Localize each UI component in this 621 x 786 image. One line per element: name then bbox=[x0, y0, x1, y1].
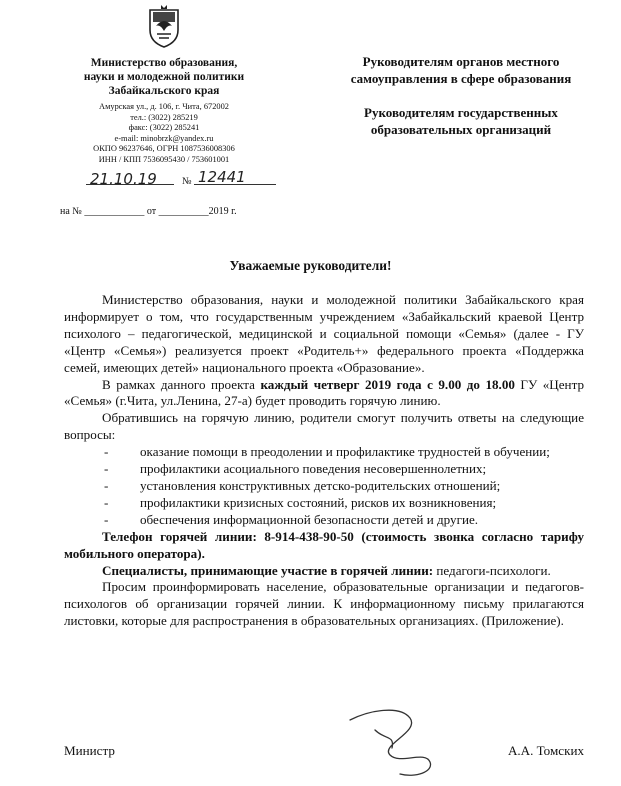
bullet-text: оказание помощи в преодолении и профилактике трудностей в обучении; bbox=[140, 444, 550, 460]
specialists-bold: Специалисты, принимающие участие в горячей линии: bbox=[102, 562, 434, 578]
specialists-rest: педагоги-психологи. bbox=[433, 562, 551, 578]
reference-from: от bbox=[146, 206, 157, 217]
reference-line bbox=[60, 206, 237, 217]
bullet-dash: - bbox=[104, 444, 109, 460]
registration-number: 12441 bbox=[198, 168, 246, 186]
ministry-name-line-3: Забайкальского края bbox=[108, 85, 220, 97]
sender-block bbox=[48, 56, 280, 165]
list-item bbox=[64, 461, 584, 478]
list-item bbox=[64, 478, 584, 495]
reference-label: на № bbox=[60, 206, 82, 217]
letter-body bbox=[64, 292, 584, 630]
reference-date-blank: __________ bbox=[158, 206, 209, 217]
recipients-block bbox=[330, 54, 592, 138]
bullet-text: установления конструктивных детско-родительских отношений; bbox=[140, 477, 501, 493]
bullet-text: профилактики асоциального поведения несовершеннолетних; bbox=[140, 461, 487, 477]
sender-email: e-mail: minobrzk@yandex.ru bbox=[114, 133, 214, 143]
greeting: Уважаемые руководители! bbox=[229, 258, 392, 273]
paragraph-questions: Обратившись на горячую линию, родители смогут получить ответы на следующие вопросы: bbox=[64, 410, 584, 443]
reference-year: 2019 г. bbox=[208, 206, 237, 217]
schedule-bold: каждый четверг 2019 года с 9.00 до 18.00 bbox=[260, 376, 515, 392]
list-item bbox=[64, 444, 584, 461]
bullet-text: профилактики кризисных состояний, рисков их возникновения; bbox=[140, 494, 497, 510]
bullet-dash: - bbox=[104, 511, 109, 527]
signer-name: А.А. Томских bbox=[507, 743, 584, 758]
sender-address: Амурская ул., д. 106, г. Чита, 672002 bbox=[99, 102, 229, 111]
paragraph-intro: Министерство образования, науки и молодежной политики Забайкальского края информирует о том, что государственным учреждением «Забайкальский краевой Центр психолого – педагогической, медицинской и социальной помощи «Семья» (далее - ГУ «Центр «Семья») реализуется проект «Родитель+» федерального проекта «Поддержка семей, имеющих детей» национального проекта «Образование». bbox=[64, 292, 584, 375]
bullet-dash: - bbox=[104, 477, 109, 493]
bullet-text: обеспечения информационной безопасности детей и другие. bbox=[140, 511, 479, 527]
recipient-municipal: Руководителям органов местного самоуправления в сфере образования bbox=[350, 54, 572, 86]
sender-phone: тел.: (3022) 285219 bbox=[130, 112, 198, 122]
sender-fax: факс: (3022) 285241 bbox=[128, 123, 200, 132]
signature-block bbox=[64, 743, 584, 759]
handwritten-signature-icon bbox=[330, 700, 450, 780]
ministry-name-line-1: Министерство образования, bbox=[90, 57, 238, 69]
paragraph-request: Просим проинформировать население, образовательные организации и педагогов-психологов об организации горячей линии. К информационному письму прилагаются листовки, которые для распространения в образовательных организациях. (Приложение). bbox=[64, 579, 584, 629]
paragraph-schedule bbox=[64, 377, 584, 411]
paragraph-hotline-phone: Телефон горячей линии: 8-914-438-90-50 (стоимость звонка согласно тарифу мобильного оператора). bbox=[64, 528, 584, 561]
registration-date: 21.10.19 bbox=[90, 170, 157, 188]
coat-of-arms-emblem-icon bbox=[147, 4, 181, 48]
bullet-dash: - bbox=[104, 494, 109, 510]
schedule-text-a: В рамках данного проекта bbox=[102, 376, 261, 392]
schedule-text-b: ГУ «Центр «Семья» (г.Чита, ул.Ленина, 27-а) будет проводить горячую линию. bbox=[64, 376, 584, 409]
paragraph-specialists bbox=[64, 563, 584, 580]
registration-line bbox=[86, 168, 286, 192]
ministry-name-line-2: науки и молодежной политики bbox=[83, 71, 245, 83]
signer-title: Министр bbox=[64, 743, 115, 758]
recipient-state-organizations: Руководителям государственных образовательных организаций bbox=[364, 105, 558, 137]
list-item bbox=[64, 495, 584, 512]
sender-okpo: ОКПО 96237646, ОГРН 1087536008306 bbox=[93, 144, 235, 153]
reference-number-blank: ____________ bbox=[84, 206, 145, 217]
registration-number-prefix: № bbox=[182, 176, 192, 187]
sender-inn: ИНН / КПП 7536095430 / 753601001 bbox=[98, 154, 230, 164]
list-item bbox=[64, 512, 584, 529]
bullet-dash: - bbox=[104, 461, 109, 477]
